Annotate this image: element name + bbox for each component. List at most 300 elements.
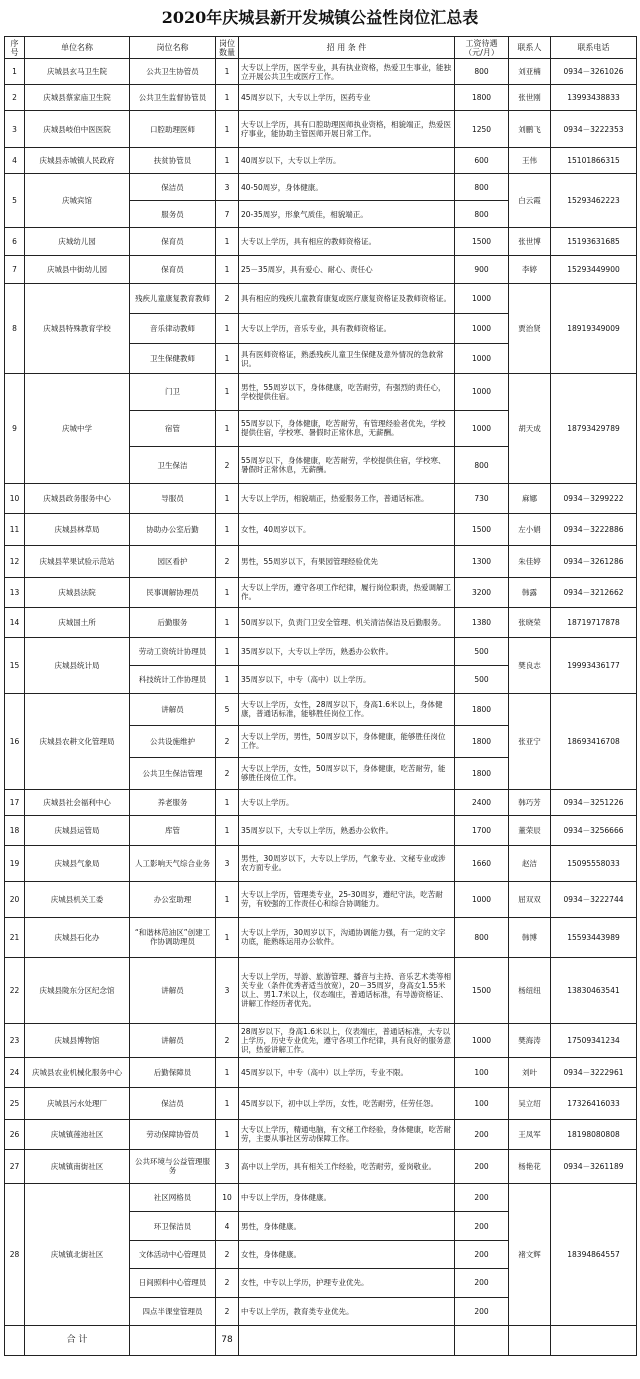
post-count: 1 xyxy=(216,344,239,374)
post-name: 公共卫生保洁管理 xyxy=(130,757,216,789)
post-conditions: 大专以上学历，30周岁以下，沟通协调能力强，有一定的文字功底，能熟练运用办公软件。 xyxy=(239,917,455,957)
row-number: 9 xyxy=(5,374,25,484)
contact-phone: 18919349009 xyxy=(551,284,637,374)
post-conditions: 45周岁以下，中专（高中）以上学历，专业不限。 xyxy=(239,1057,455,1087)
post-count: 2 xyxy=(216,725,239,757)
post-pay: 1000 xyxy=(455,344,509,374)
post-pay: 1380 xyxy=(455,607,509,637)
contact-person: 吴立绍 xyxy=(509,1087,551,1119)
contact-person: 杨纽纽 xyxy=(509,957,551,1023)
unit-name: 庆城镇南街社区 xyxy=(25,1149,130,1183)
post-pay: 1000 xyxy=(455,374,509,411)
contact-person: 董荣辰 xyxy=(509,815,551,845)
post-conditions: 大专以上学历，精通电脑，有文秘工作经验，身体健康，吃苦耐劳，主要从事社区劳动保障工作。 xyxy=(239,1119,455,1149)
post-count: 2 xyxy=(216,447,239,484)
row-number: 16 xyxy=(5,693,25,789)
post-conditions: 25－35周岁，具有爱心、耐心、责任心 xyxy=(239,256,455,284)
contact-phone: 19993436177 xyxy=(551,637,637,693)
post-name: 园区看护 xyxy=(130,545,216,577)
post-pay: 200 xyxy=(455,1183,509,1211)
post-pay: 200 xyxy=(455,1212,509,1240)
table-row xyxy=(5,256,637,284)
contact-person: 樊海涛 xyxy=(509,1023,551,1057)
table-row xyxy=(5,881,637,917)
contact-phone: 18793429789 xyxy=(551,374,637,484)
row-number: 17 xyxy=(5,789,25,815)
post-pay: 100 xyxy=(455,1057,509,1087)
header-phone: 联系电话 xyxy=(551,37,637,59)
contact-person: 贾治贤 xyxy=(509,284,551,374)
post-count: 1 xyxy=(216,1087,239,1119)
contact-person: 刘亚楠 xyxy=(509,59,551,85)
post-count: 1 xyxy=(216,815,239,845)
post-conditions: 男性，55周岁以下，有果园管理经验优先 xyxy=(239,545,455,577)
contact-phone: 0934－3261286 xyxy=(551,545,637,577)
post-conditions: 大专以上学历，女性，28周岁以下，身高1.6米以上，身体健康，普通话标准，能够胜任岗位工作。 xyxy=(239,693,455,725)
table-row xyxy=(5,59,637,85)
post-count: 2 xyxy=(216,1269,239,1297)
post-name: 劳动工资统计协理员 xyxy=(130,637,216,665)
row-number: 22 xyxy=(5,957,25,1023)
table-row xyxy=(5,917,637,957)
post-count: 1 xyxy=(216,59,239,85)
table-row xyxy=(5,513,637,545)
row-number: 24 xyxy=(5,1057,25,1087)
post-pay: 500 xyxy=(455,665,509,693)
post-name: 宿管 xyxy=(130,410,216,447)
post-conditions: 男性，身体健康。 xyxy=(239,1212,455,1240)
post-conditions: 40周岁以下，大专以上学历。 xyxy=(239,148,455,174)
post-pay: 1000 xyxy=(455,881,509,917)
post-conditions: 男性，30周岁以下，大专以上学历，气象专业、文秘专业或涉农方面专业。 xyxy=(239,845,455,881)
unit-name: 庆城国土所 xyxy=(25,607,130,637)
unit-name: 庆城县博物馆 xyxy=(25,1023,130,1057)
contact-person: 韩博 xyxy=(509,917,551,957)
unit-name: 庆城县岐伯中医医院 xyxy=(25,111,130,148)
post-count: 1 xyxy=(216,789,239,815)
unit-name: 庆城县石化办 xyxy=(25,917,130,957)
contact-phone: 0934－3256666 xyxy=(551,815,637,845)
post-conditions: 中专以上学历，教育类专业优先。 xyxy=(239,1297,455,1325)
unit-name: 庆城县农耕文化管理局 xyxy=(25,693,130,789)
post-conditions: 40-50周岁，身体健康。 xyxy=(239,174,455,201)
post-conditions: 35周岁以下，大专以上学历，熟悉办公软件。 xyxy=(239,815,455,845)
unit-name: 庆城县陇东分区纪念馆 xyxy=(25,957,130,1023)
table-row xyxy=(5,693,637,725)
unit-name: 庆城县赤城镇人民政府 xyxy=(25,148,130,174)
post-name: 卫生保健教师 xyxy=(130,344,216,374)
post-pay: 1800 xyxy=(455,85,509,111)
contact-person: 李婷 xyxy=(509,256,551,284)
contact-phone: 15101866315 xyxy=(551,148,637,174)
post-pay: 1000 xyxy=(455,410,509,447)
post-conditions: 20-35周岁，形象气质佳，相貌端正。 xyxy=(239,201,455,228)
post-count: 3 xyxy=(216,1149,239,1183)
post-name: 公共卫生监督协管员 xyxy=(130,85,216,111)
table-row xyxy=(5,545,637,577)
row-number: 8 xyxy=(5,284,25,374)
table-row xyxy=(5,483,637,513)
post-conditions: 55周岁以下，身体健康，吃苦耐劳，有管理经验者优先，学校提供住宿，学校寒、暑假时正常休息，无薪酬。 xyxy=(239,410,455,447)
table-row xyxy=(5,284,637,314)
row-number: 5 xyxy=(5,174,25,228)
row-number: 6 xyxy=(5,228,25,256)
contact-person: 左小娟 xyxy=(509,513,551,545)
post-count: 1 xyxy=(216,513,239,545)
table-row xyxy=(5,228,637,256)
table-row xyxy=(5,374,637,411)
post-name: 劳动保障协管员 xyxy=(130,1119,216,1149)
post-name: 文体活动中心管理员 xyxy=(130,1240,216,1268)
contact-person: 张世刚 xyxy=(509,85,551,111)
row-number: 7 xyxy=(5,256,25,284)
post-conditions: 45周岁以下，初中以上学历，女性，吃苦耐劳，任劳任怨。 xyxy=(239,1087,455,1119)
total-cond-cell xyxy=(239,1325,455,1355)
row-number: 15 xyxy=(5,637,25,693)
post-name: 公共卫生协管员 xyxy=(130,59,216,85)
post-name: 后勤保障员 xyxy=(130,1057,216,1087)
unit-name: 庆城县玄马卫生院 xyxy=(25,59,130,85)
post-conditions: 大专以上学历，医学专业，具有执业资格，热爱卫生事业，能独立开展公共卫生或医疗工作。 xyxy=(239,59,455,85)
post-name: 日间照料中心管理员 xyxy=(130,1269,216,1297)
post-name: 库管 xyxy=(130,815,216,845)
post-pay: 1000 xyxy=(455,284,509,314)
row-number: 20 xyxy=(5,881,25,917)
post-pay: 1800 xyxy=(455,693,509,725)
post-pay: 1500 xyxy=(455,228,509,256)
contact-phone: 18394864557 xyxy=(551,1183,637,1325)
contact-phone: 17509341234 xyxy=(551,1023,637,1057)
post-name: 公共环境与公益管理服务 xyxy=(130,1149,216,1183)
post-count: 1 xyxy=(216,637,239,665)
header-conditions: 招 用 条 件 xyxy=(239,37,455,59)
post-pay: 200 xyxy=(455,1269,509,1297)
post-name: 讲解员 xyxy=(130,1023,216,1057)
post-name: 人工影响天气综合业务 xyxy=(130,845,216,881)
contact-phone: 0934－3261026 xyxy=(551,59,637,85)
unit-name: 庆城县蔡家庙卫生院 xyxy=(25,85,130,111)
post-pay: 800 xyxy=(455,917,509,957)
post-conditions: 大专以上学历，具有相应的教师资格证。 xyxy=(239,228,455,256)
post-pay: 800 xyxy=(455,201,509,228)
table-row xyxy=(5,1057,637,1087)
post-pay: 100 xyxy=(455,1087,509,1119)
table-row xyxy=(5,637,637,665)
post-count: 1 xyxy=(216,111,239,148)
post-name: “和谐林范油区”创建工作协调助理员 xyxy=(130,917,216,957)
contact-person: 张亚宁 xyxy=(509,693,551,789)
table-row xyxy=(5,1149,637,1183)
post-conditions: 大专以上学历。 xyxy=(239,789,455,815)
contact-person: 屈双双 xyxy=(509,881,551,917)
post-pay: 1500 xyxy=(455,957,509,1023)
post-conditions: 女性，中专以上学历，护理专业优先。 xyxy=(239,1269,455,1297)
post-count: 2 xyxy=(216,1297,239,1325)
post-count: 1 xyxy=(216,256,239,284)
unit-name: 庆城县中街幼儿园 xyxy=(25,256,130,284)
post-count: 1 xyxy=(216,665,239,693)
post-pay: 900 xyxy=(455,256,509,284)
total-pay-cell xyxy=(455,1325,509,1355)
contact-phone: 15095558033 xyxy=(551,845,637,881)
table-row xyxy=(5,148,637,174)
post-conditions: 大专以上学历，相貌端正，热爱服务工作，普通话标准。 xyxy=(239,483,455,513)
post-name: 协助办公室后勤 xyxy=(130,513,216,545)
post-count: 10 xyxy=(216,1183,239,1211)
table-row xyxy=(5,85,637,111)
post-name: 养老服务 xyxy=(130,789,216,815)
post-conditions: 28周岁以下，身高1.6米以上，仪表端庄，普通话标准，大专以上学历，历史专业优先，遵守各项工作纪律，具有良好的服务意识，热爱讲解工作。 xyxy=(239,1023,455,1057)
contact-person: 张晓荣 xyxy=(509,607,551,637)
contact-person: 赵洁 xyxy=(509,845,551,881)
post-count: 1 xyxy=(216,85,239,111)
contact-person: 杨艳花 xyxy=(509,1149,551,1183)
post-pay: 200 xyxy=(455,1240,509,1268)
post-conditions: 大专以上学历，女性，50周岁以下，身体健康，吃苦耐劳，能够胜任岗位工作。 xyxy=(239,757,455,789)
contact-person: 王凤军 xyxy=(509,1119,551,1149)
post-pay: 1700 xyxy=(455,815,509,845)
contact-person: 韩巧芳 xyxy=(509,789,551,815)
row-number: 1 xyxy=(5,59,25,85)
post-pay: 800 xyxy=(455,447,509,484)
post-count: 3 xyxy=(216,174,239,201)
post-name: 扶贫协管员 xyxy=(130,148,216,174)
post-conditions: 35周岁以下，大专以上学历，熟悉办公软件。 xyxy=(239,637,455,665)
row-number: 25 xyxy=(5,1087,25,1119)
row-number: 26 xyxy=(5,1119,25,1149)
total-label: 合 计 xyxy=(25,1325,130,1355)
contact-person: 胡天成 xyxy=(509,374,551,484)
post-conditions: 具有医师资格证，熟悉残疾儿童卫生保健及意外情况的急救常识。 xyxy=(239,344,455,374)
unit-name: 庆城县特殊教育学校 xyxy=(25,284,130,374)
post-count: 1 xyxy=(216,374,239,411)
contact-phone: 15293462223 xyxy=(551,174,637,228)
post-pay: 1800 xyxy=(455,725,509,757)
post-name: 讲解员 xyxy=(130,957,216,1023)
header-pay: 工资待遇（元/月） xyxy=(455,37,509,59)
post-conditions: 35周岁以下，中专（高中）以上学历。 xyxy=(239,665,455,693)
header-count: 岗位数量 xyxy=(216,37,239,59)
table-row xyxy=(5,815,637,845)
post-pay: 2400 xyxy=(455,789,509,815)
row-number: 19 xyxy=(5,845,25,881)
unit-name: 庆城镇莲池社区 xyxy=(25,1119,130,1149)
post-conditions: 中专以上学历，身体健康。 xyxy=(239,1183,455,1211)
post-conditions: 45周岁以下，大专以上学历，医药专业 xyxy=(239,85,455,111)
post-pay: 200 xyxy=(455,1297,509,1325)
unit-name: 庆城幼儿园 xyxy=(25,228,130,256)
table-row xyxy=(5,174,637,201)
post-pay: 1250 xyxy=(455,111,509,148)
post-name: 保育员 xyxy=(130,228,216,256)
post-conditions: 女性，40周岁以下。 xyxy=(239,513,455,545)
post-name: 服务员 xyxy=(130,201,216,228)
post-pay: 1800 xyxy=(455,757,509,789)
contact-phone: 17326416033 xyxy=(551,1087,637,1119)
post-pay: 200 xyxy=(455,1119,509,1149)
post-pay: 1000 xyxy=(455,314,509,344)
post-name: 后勤服务 xyxy=(130,607,216,637)
unit-name: 庆城县农业机械化服务中心 xyxy=(25,1057,130,1087)
row-number: 28 xyxy=(5,1183,25,1325)
header-post: 岗位名称 xyxy=(130,37,216,59)
unit-name: 庆城县统计局 xyxy=(25,637,130,693)
total-row xyxy=(5,1325,637,1355)
post-conditions: 大专以上学历，管理类专业，25-30周岁，遵纪守法，吃苦耐劳，有较强的工作责任心和综合协调能力。 xyxy=(239,881,455,917)
post-pay: 1660 xyxy=(455,845,509,881)
contact-phone: 0934－3222744 xyxy=(551,881,637,917)
post-name: 保洁员 xyxy=(130,174,216,201)
contact-phone: 0934－3212662 xyxy=(551,577,637,607)
contact-person: 刘鹏飞 xyxy=(509,111,551,148)
post-count: 2 xyxy=(216,1240,239,1268)
total-phone-cell xyxy=(551,1325,637,1355)
post-name: 导服员 xyxy=(130,483,216,513)
row-number: 11 xyxy=(5,513,25,545)
post-name: 口腔助理医师 xyxy=(130,111,216,148)
post-name: 民事调解协理员 xyxy=(130,577,216,607)
post-name: 音乐律动教师 xyxy=(130,314,216,344)
post-conditions: 大专以上学历，具有口腔助理医师执业资格，相貌端正，热爱医疗事业，能协助主管医师开展日常工作。 xyxy=(239,111,455,148)
post-count: 2 xyxy=(216,757,239,789)
post-count: 1 xyxy=(216,410,239,447)
table-row xyxy=(5,1183,637,1211)
post-name: 保洁员 xyxy=(130,1087,216,1119)
post-count: 1 xyxy=(216,1057,239,1087)
unit-name: 庆城县政务服务中心 xyxy=(25,483,130,513)
post-name: 办公室助理 xyxy=(130,881,216,917)
row-number: 21 xyxy=(5,917,25,957)
unit-name: 庆城县运管局 xyxy=(25,815,130,845)
post-conditions: 大专以上学历，音乐专业，具有教师资格证。 xyxy=(239,314,455,344)
row-number: 18 xyxy=(5,815,25,845)
unit-name: 庆城县法院 xyxy=(25,577,130,607)
row-number: 3 xyxy=(5,111,25,148)
post-pay: 3200 xyxy=(455,577,509,607)
header-no: 序号 xyxy=(5,37,25,59)
unit-name: 庆城县社会福利中心 xyxy=(25,789,130,815)
header-row xyxy=(5,37,637,59)
contact-person: 王伟 xyxy=(509,148,551,174)
contact-phone: 0934－3222353 xyxy=(551,111,637,148)
contact-person: 褚文辉 xyxy=(509,1183,551,1325)
post-conditions: 女性，身体健康。 xyxy=(239,1240,455,1268)
post-count: 3 xyxy=(216,845,239,881)
post-pay: 600 xyxy=(455,148,509,174)
post-conditions: 具有相应的残疾儿童教育康复或医疗康复资格证及教师资格证。 xyxy=(239,284,455,314)
contact-phone: 0934－3261189 xyxy=(551,1149,637,1183)
table-row xyxy=(5,1119,637,1149)
unit-name: 庆城镇北街社区 xyxy=(25,1183,130,1325)
contact-phone: 0934－3222961 xyxy=(551,1057,637,1087)
post-count: 1 xyxy=(216,228,239,256)
post-conditions: 50周岁以下，负责门卫安全管理、机关清洁保洁及后勤服务。 xyxy=(239,607,455,637)
post-count: 5 xyxy=(216,693,239,725)
post-count: 2 xyxy=(216,545,239,577)
contact-person: 张世博 xyxy=(509,228,551,256)
post-conditions: 男性，55周岁以下，身体健康，吃苦耐劳，有强烈的责任心，学校提供住宿。 xyxy=(239,374,455,411)
post-name: 门卫 xyxy=(130,374,216,411)
table-row xyxy=(5,957,637,1023)
unit-name: 庆城宾馆 xyxy=(25,174,130,228)
row-number: 10 xyxy=(5,483,25,513)
document-title: 2020年庆城县新开发城镇公益性岗位汇总表 xyxy=(161,8,479,27)
row-number: 4 xyxy=(5,148,25,174)
post-conditions: 55周岁以下，身体健康，吃苦耐劳，学校提供住宿，学校寒、暑假时正常休息，无薪酬。 xyxy=(239,447,455,484)
contact-phone: 0934－3299222 xyxy=(551,483,637,513)
table-row xyxy=(5,607,637,637)
total-no-cell xyxy=(5,1325,25,1355)
post-count: 1 xyxy=(216,483,239,513)
post-name: 公共设施维护 xyxy=(130,725,216,757)
row-number: 23 xyxy=(5,1023,25,1057)
positions-table xyxy=(4,36,637,1356)
unit-name: 庆城县气象局 xyxy=(25,845,130,881)
post-count: 2 xyxy=(216,1023,239,1057)
post-count: 1 xyxy=(216,314,239,344)
post-pay: 1300 xyxy=(455,545,509,577)
post-conditions: 大专以上学历，导游、旅游管理、播音与主持、音乐艺术类等相关专业（条件优秀者适当放宽），20－35周岁，身高女1.55米以上、男1.7米以上，仪态端庄，普通话标准，有导游资格证、讲解工作经历者优先。 xyxy=(239,957,455,1023)
row-number: 13 xyxy=(5,577,25,607)
post-count: 1 xyxy=(216,577,239,607)
post-pay: 800 xyxy=(455,174,509,201)
unit-name: 庆城县机关工委 xyxy=(25,881,130,917)
post-name: 环卫保洁员 xyxy=(130,1212,216,1240)
post-count: 7 xyxy=(216,201,239,228)
contact-phone: 13830463541 xyxy=(551,957,637,1023)
table-row xyxy=(5,845,637,881)
unit-name: 庆城县污水处理厂 xyxy=(25,1087,130,1119)
post-name: 残疾儿童康复教育教师 xyxy=(130,284,216,314)
post-pay: 500 xyxy=(455,637,509,665)
table-row xyxy=(5,1023,637,1057)
post-name: 讲解员 xyxy=(130,693,216,725)
unit-name: 庆城县林草局 xyxy=(25,513,130,545)
contact-phone: 0934－3251226 xyxy=(551,789,637,815)
post-conditions: 大专以上学历，遵守各项工作纪律，履行岗位职责，热爱调解工作。 xyxy=(239,577,455,607)
contact-phone: 18693416708 xyxy=(551,693,637,789)
contact-phone: 18719717878 xyxy=(551,607,637,637)
row-number: 27 xyxy=(5,1149,25,1183)
table-row xyxy=(5,111,637,148)
post-count: 4 xyxy=(216,1212,239,1240)
row-number: 12 xyxy=(5,545,25,577)
contact-phone: 15293449900 xyxy=(551,256,637,284)
post-count: 1 xyxy=(216,881,239,917)
post-name: 社区网格员 xyxy=(130,1183,216,1211)
contact-phone: 18198080808 xyxy=(551,1119,637,1149)
post-pay: 730 xyxy=(455,483,509,513)
contact-phone: 0934－3222886 xyxy=(551,513,637,545)
post-count: 2 xyxy=(216,284,239,314)
post-pay: 1000 xyxy=(455,1023,509,1057)
contact-person: 樊良志 xyxy=(509,637,551,693)
contact-phone: 15193631685 xyxy=(551,228,637,256)
post-count: 1 xyxy=(216,1119,239,1149)
post-name: 科技统计工作协理员 xyxy=(130,665,216,693)
header-unit: 单位名称 xyxy=(25,37,130,59)
contact-person: 白云霞 xyxy=(509,174,551,228)
table-row xyxy=(5,789,637,815)
contact-person: 麻娜 xyxy=(509,483,551,513)
post-pay: 800 xyxy=(455,59,509,85)
total-count: 78 xyxy=(216,1325,239,1355)
post-count: 1 xyxy=(216,607,239,637)
post-pay: 1500 xyxy=(455,513,509,545)
total-post-cell xyxy=(130,1325,216,1355)
contact-phone: 13993438833 xyxy=(551,85,637,111)
post-conditions: 高中以上学历，具有相关工作经验，吃苦耐劳，爱岗敬业。 xyxy=(239,1149,455,1183)
